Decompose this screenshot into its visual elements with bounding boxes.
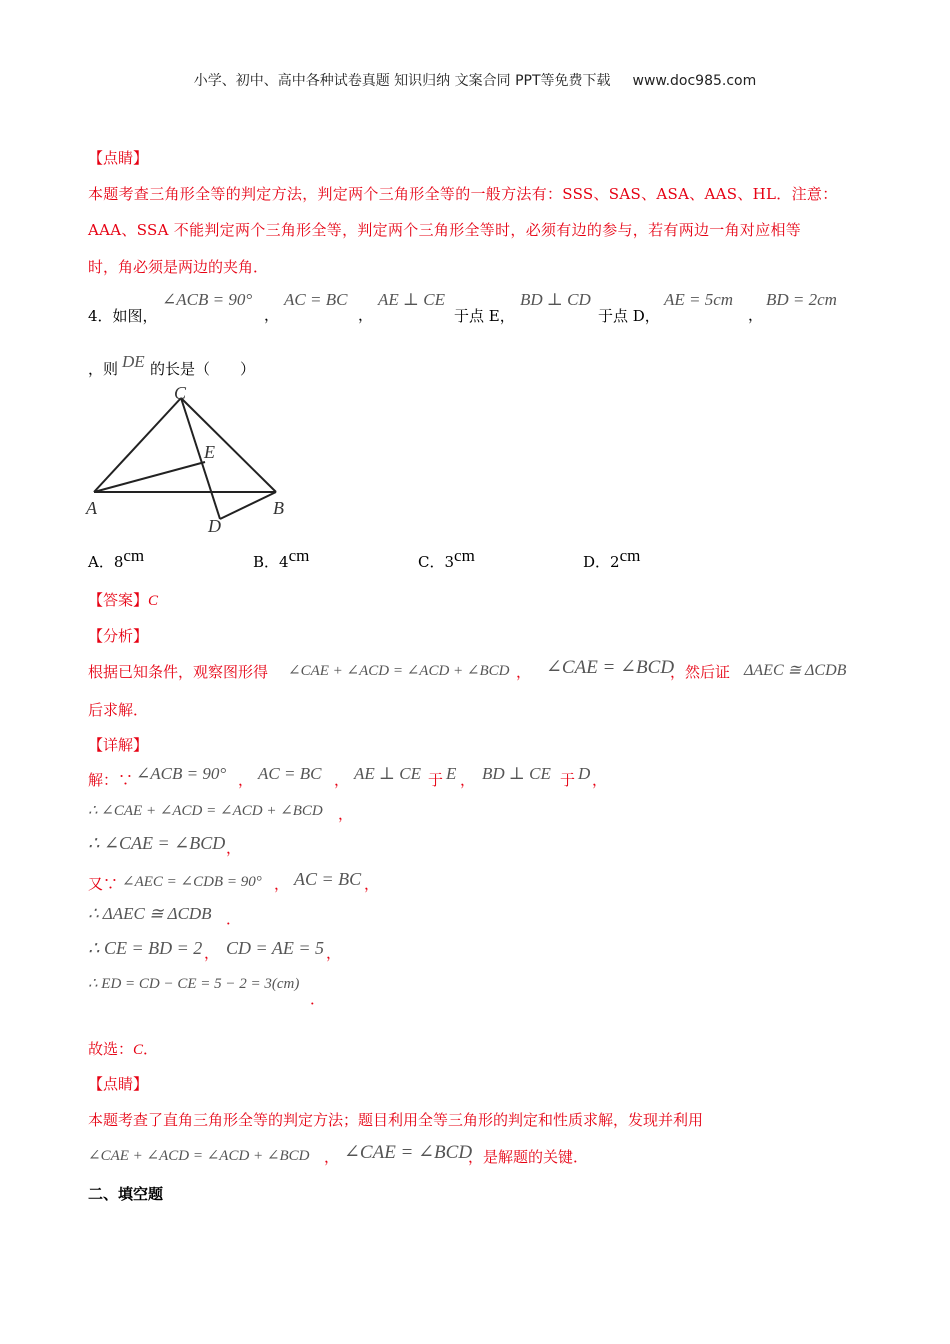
note2-title: 【点睛】 bbox=[88, 1075, 149, 1093]
note1-line3: 时，角必须是两边的夹角． bbox=[88, 258, 269, 276]
label-c: C bbox=[174, 383, 187, 403]
analysis-title: 【分析】 bbox=[88, 627, 149, 645]
analysis-mid: ，然后证 bbox=[670, 663, 731, 681]
detail-l1-bd-perp: BD ⊥ CE bbox=[482, 764, 551, 783]
question-angle: ∠ACB = 90° bbox=[162, 290, 253, 309]
detail-l1-at: 于 bbox=[560, 771, 576, 789]
detail-line7 bbox=[88, 974, 688, 1014]
note2-angle-eq: ∠CAE = ∠BCD bbox=[344, 1142, 473, 1163]
detail-line2 bbox=[88, 800, 688, 824]
answer-value: C bbox=[148, 593, 159, 609]
detail-l1-at: 于 bbox=[428, 771, 444, 789]
option-a-label: A． bbox=[88, 553, 114, 571]
comma: ， bbox=[264, 306, 280, 324]
triangle-figure bbox=[80, 382, 300, 537]
option-d-label: D． bbox=[583, 553, 611, 571]
note1-title: 【点睛】 bbox=[88, 149, 149, 167]
label-e: E bbox=[204, 442, 215, 462]
note2-comma: ， bbox=[324, 1148, 340, 1166]
question-foot-e: 于点 E， bbox=[454, 307, 515, 325]
option-a-value: 8 bbox=[113, 553, 124, 571]
question-bd-len: BD = 2cm bbox=[766, 290, 837, 309]
detail-l1-comma: ， bbox=[238, 771, 254, 789]
segment-db bbox=[220, 492, 276, 519]
detail-l1-angle: ∠ACB = 90° bbox=[136, 764, 227, 783]
choice-pre: 故选： bbox=[88, 1040, 134, 1058]
question-bd-perp: BD ⊥ CD bbox=[520, 290, 591, 309]
analysis-angle-sum: ∠CAE + ∠ACD = ∠ACD + ∠BCD bbox=[288, 663, 510, 679]
detail-line6 bbox=[88, 938, 688, 966]
detail-l6-cd: CD = AE = 5 bbox=[226, 938, 324, 958]
comma: ， bbox=[748, 306, 764, 324]
detail-l1-acbc: AC = BC bbox=[258, 764, 322, 783]
detail-l1-pre: 解：∵ bbox=[88, 771, 134, 789]
note2-post: ，是解题的关键． bbox=[468, 1148, 589, 1166]
analysis-comma: ， bbox=[516, 663, 532, 681]
option-d[interactable] bbox=[583, 546, 641, 572]
segment-ca bbox=[94, 398, 181, 492]
detail-l5-math: ∴ ΔAEC ≅ ΔCDB bbox=[88, 904, 212, 923]
detail-l2-comma: ， bbox=[338, 805, 354, 823]
option-c-value: 3 bbox=[444, 553, 455, 571]
detail-l4-comma: ， bbox=[274, 875, 290, 893]
detail-l3-math: ∴ ∠CAE = ∠BCD bbox=[88, 833, 226, 853]
detail-l4-pre: 又∵ bbox=[88, 875, 119, 893]
detail-l3-comma: ， bbox=[226, 839, 242, 857]
analysis-line1 bbox=[88, 656, 868, 684]
detail-l6-ce: ∴ CE = BD = 2 bbox=[88, 938, 203, 958]
detail-l1-comma: ， bbox=[592, 771, 608, 789]
detail-l4-acbc: AC = BC bbox=[294, 869, 362, 889]
choice-post: ． bbox=[143, 1040, 159, 1058]
section-title: 二、填空题 bbox=[88, 1185, 164, 1203]
note2-line1: 本题考查了直角三角形全等的判定方法；题目利用全等三角形的判定和性质求解，发现并利用 bbox=[88, 1111, 704, 1129]
question-line2 bbox=[88, 352, 388, 380]
option-b-value: 4 bbox=[279, 553, 289, 571]
detail-l1-ae-perp: AE ⊥ CE bbox=[354, 764, 421, 783]
question-line1 bbox=[88, 290, 868, 330]
answer-title: 【答案】 bbox=[88, 591, 149, 609]
header-url[interactable]: www.doc985.com bbox=[632, 73, 757, 89]
detail-l6-comma: ， bbox=[326, 944, 342, 962]
question-de: DE bbox=[122, 352, 145, 371]
note2-angle-sum: ∠CAE + ∠ACD = ∠ACD + ∠BCD bbox=[88, 1148, 310, 1164]
detail-l1-comma: ， bbox=[334, 771, 350, 789]
analysis-congruent: ΔAEC ≅ ΔCDB bbox=[744, 662, 847, 679]
question-ae-len: AE = 5cm bbox=[664, 290, 734, 309]
label-a: A bbox=[86, 498, 97, 518]
detail-l2-math: ∴ ∠CAE + ∠ACD = ∠ACD + ∠BCD bbox=[88, 803, 323, 819]
detail-l7-period: ． bbox=[310, 990, 326, 1008]
label-b: B bbox=[273, 498, 284, 518]
detail-l7-math: ∴ ED = CD − CE = 5 − 2 = 3(cm) bbox=[88, 976, 300, 992]
question-length-prompt: 的长是（ ） bbox=[150, 360, 256, 378]
option-b[interactable] bbox=[253, 546, 310, 572]
note2-line2 bbox=[88, 1141, 788, 1169]
question-ac-bc: AC = BC bbox=[284, 290, 348, 309]
header-text: 小学、初中、高中各种试卷真题 知识归纳 文案合同 PPT等免费下载 bbox=[193, 73, 611, 89]
option-b-label: B． bbox=[253, 553, 280, 571]
detail-line1 bbox=[88, 764, 868, 792]
option-c-label: C． bbox=[418, 553, 445, 571]
note1-line2: AAA、SSA 不能判定两个三角形全等，判定两个三角形全等时，必须有边的参与，若有两边一角对应相等 bbox=[88, 221, 802, 239]
detail-line4 bbox=[88, 869, 688, 897]
option-b-unit: cm bbox=[288, 546, 310, 565]
option-d-unit: cm bbox=[619, 546, 641, 565]
detail-l4-comma: ， bbox=[364, 875, 380, 893]
label-d: D bbox=[208, 516, 221, 536]
question-then: ，则 bbox=[88, 360, 119, 378]
detail-l1-comma: ， bbox=[460, 771, 476, 789]
detail-title: 【详解】 bbox=[88, 736, 149, 754]
analysis-pre: 根据已知条件，观察图形得 bbox=[88, 663, 269, 681]
analysis-line2: 后求解． bbox=[88, 701, 149, 719]
detail-l5-period: ． bbox=[226, 910, 242, 928]
answer bbox=[88, 589, 158, 610]
detail-choice bbox=[88, 1038, 158, 1059]
option-d-value: 2 bbox=[610, 553, 620, 571]
question-number: 4．如图， bbox=[88, 307, 158, 325]
option-c-unit: cm bbox=[454, 546, 475, 565]
option-a-unit: cm bbox=[123, 546, 145, 565]
option-a[interactable] bbox=[88, 546, 145, 572]
detail-l6-comma: ， bbox=[204, 944, 220, 962]
comma: ， bbox=[358, 306, 374, 324]
page-header bbox=[0, 70, 950, 90]
choice-value: C bbox=[133, 1042, 144, 1058]
note1-line1: 本题考查三角形全等的判定方法，判定两个三角形全等的一般方法有：SSS、SAS、ASA、AAS、HL．注意： bbox=[88, 185, 838, 203]
analysis-angle-eq: ∠CAE = ∠BCD bbox=[546, 657, 675, 678]
segment-ae bbox=[94, 462, 205, 492]
detail-l1-e: E bbox=[446, 764, 457, 783]
detail-l4-angles: ∠AEC = ∠CDB = 90° bbox=[122, 874, 262, 890]
detail-line3 bbox=[88, 833, 688, 861]
option-c[interactable] bbox=[418, 546, 475, 572]
detail-line5 bbox=[88, 904, 688, 932]
detail-l1-d: D bbox=[578, 764, 591, 783]
question-ae-perp: AE ⊥ CE bbox=[378, 290, 445, 309]
question-foot-d: 于点 D， bbox=[598, 307, 660, 325]
